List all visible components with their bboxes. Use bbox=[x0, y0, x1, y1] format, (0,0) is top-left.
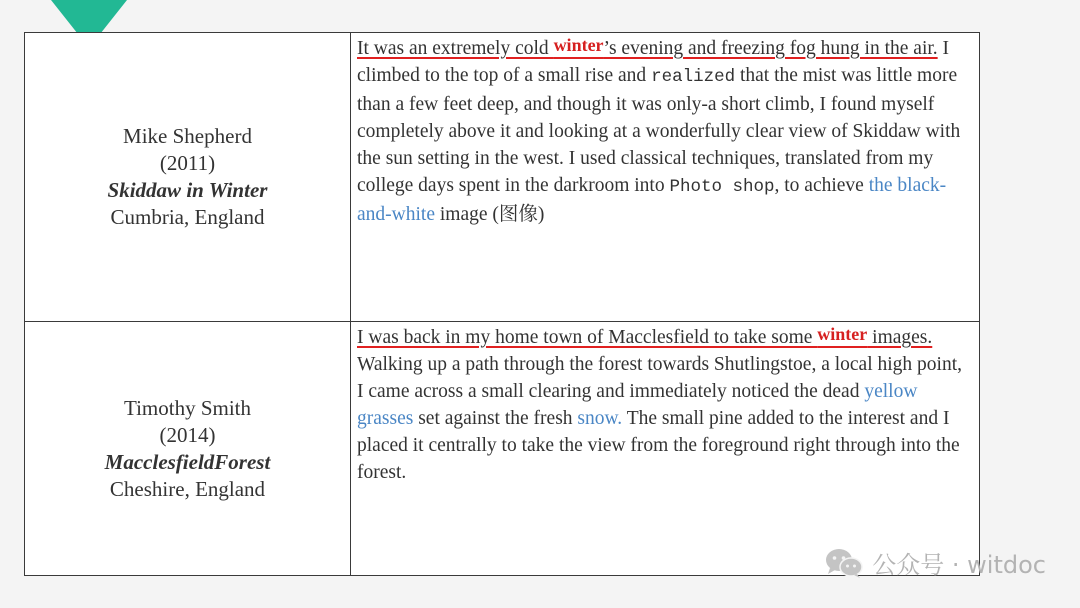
author-name: Timothy Smith bbox=[123, 395, 252, 420]
description-text: I was back in my home town of Macclesfield to take some winter images. Walking up a path through the forest towards Shutlingstoe, a local high point, I came across a small clearing and immediately noticed the dead yellow grasses set against the fresh snow. The small pine added to the interest and I placed it centrally to take the view from the foreground right through into the forest. bbox=[357, 324, 962, 483]
table-row bbox=[25, 33, 980, 322]
watermark bbox=[824, 545, 1046, 580]
photo-year: (2014) bbox=[159, 422, 216, 447]
wechat-icon bbox=[824, 547, 864, 579]
photo-credit-cell bbox=[25, 33, 351, 322]
photo-year: (2011) bbox=[159, 151, 216, 175]
photo-location: Cheshire, England bbox=[109, 476, 266, 501]
photo-title: Skiddaw in Winter bbox=[107, 178, 268, 202]
photo-description-table bbox=[24, 32, 980, 576]
description-cell bbox=[351, 322, 980, 576]
author-name: Mike Shepherd bbox=[123, 124, 252, 148]
underlined-phrase: I was back in my home town of Macclesfield to take some winter images. bbox=[357, 324, 933, 348]
photo-credit-cell bbox=[25, 322, 351, 576]
watermark-label: 公众号 · witdoc bbox=[872, 551, 1046, 579]
photo-title: MacclesfieldForest bbox=[104, 449, 271, 474]
emphasis-phrase: snow. bbox=[577, 408, 623, 429]
emphasis-phrase: the black-and-white bbox=[357, 175, 947, 225]
table-row bbox=[25, 322, 980, 576]
highlighted-term: realized bbox=[651, 67, 736, 87]
highlighted-term: Photo shop bbox=[669, 177, 775, 197]
description-cell bbox=[351, 33, 980, 322]
inserted-word: winter bbox=[553, 35, 604, 55]
emphasis-phrase: yellow grasses bbox=[357, 381, 918, 429]
underlined-phrase: It was an extremely cold winter’s evening and freezing fog hung in the air. bbox=[357, 35, 938, 59]
inserted-word: winter bbox=[817, 324, 868, 344]
photo-location: Cumbria, England bbox=[110, 205, 265, 229]
description-text: It was an extremely cold winter’s evening and freezing fog hung in the air. I climbed to the top of a small rise and realized that the mist was little more than a few feet deep, and though it was only-a short climb, I found myself completely above it and looking at a wonderfully clear view of Skiddaw with the sun setting in the west. I used classical techniques, translated from my college days spent in the darkroom into Photo shop, to achieve the black-and-white image (图像) bbox=[357, 35, 961, 225]
